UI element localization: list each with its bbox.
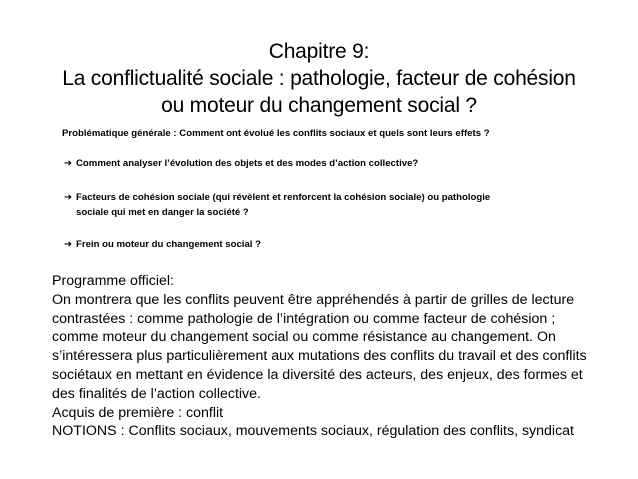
programme-heading: Programme officiel: (52, 273, 174, 289)
point-item-1 (64, 156, 418, 171)
arrow-right-icon: ➔ (64, 158, 73, 169)
point-text: Comment analyser l’évolution des objets et des modes d’action collective? (76, 158, 419, 169)
point-text: Frein ou moteur du changement social ? (76, 239, 261, 250)
arrow-right-icon: ➔ (64, 239, 73, 250)
arrow-right-icon: ➔ (64, 192, 73, 203)
programme-line: s’intéressera plus particulièrement aux mutations des conflits du travail et des conflits (52, 348, 587, 365)
point-item-3 (64, 237, 261, 252)
slide-title (0, 38, 638, 119)
programme-line: contrastées : comme pathologie de l’intégration ou comme facteur de cohésion ; (52, 310, 556, 327)
point-text: Facteurs de cohésion sociale (qui révèlent et renforcent la cohésion sociale) ou pathologie (76, 192, 491, 203)
programme-line: comme moteur du changement social ou comme résistance au changement. On (52, 329, 556, 346)
programme-line: sociétaux en mettant en évidence la diversité des acteurs, des enjeux, des formes et (52, 366, 583, 383)
point-text-continued: sociale qui met en danger la société ? (76, 207, 249, 218)
title-line-1: Chapitre 9: (268, 40, 370, 63)
title-line-3: ou moteur du changement social ? (161, 94, 477, 117)
notions-line: NOTIONS : Conflits sociaux, mouvements sociaux, régulation des conflits, syndicat (52, 423, 575, 440)
programme-section (52, 272, 612, 441)
programme-line: On montrera que les conflits peuvent être appréhendés à partir de grilles de lecture (52, 291, 575, 308)
problematique-text: Problématique générale : Comment ont évolué les conflits sociaux et quels sont leurs effets ? (62, 128, 490, 139)
title-line-2: La conflictualité sociale : pathologie, facteur de cohésion (62, 67, 576, 90)
point-item-2 (64, 190, 490, 220)
programme-line: des finalités de l’action collective. (52, 385, 261, 402)
acquis-line: Acquis de première : conflit (52, 404, 224, 421)
